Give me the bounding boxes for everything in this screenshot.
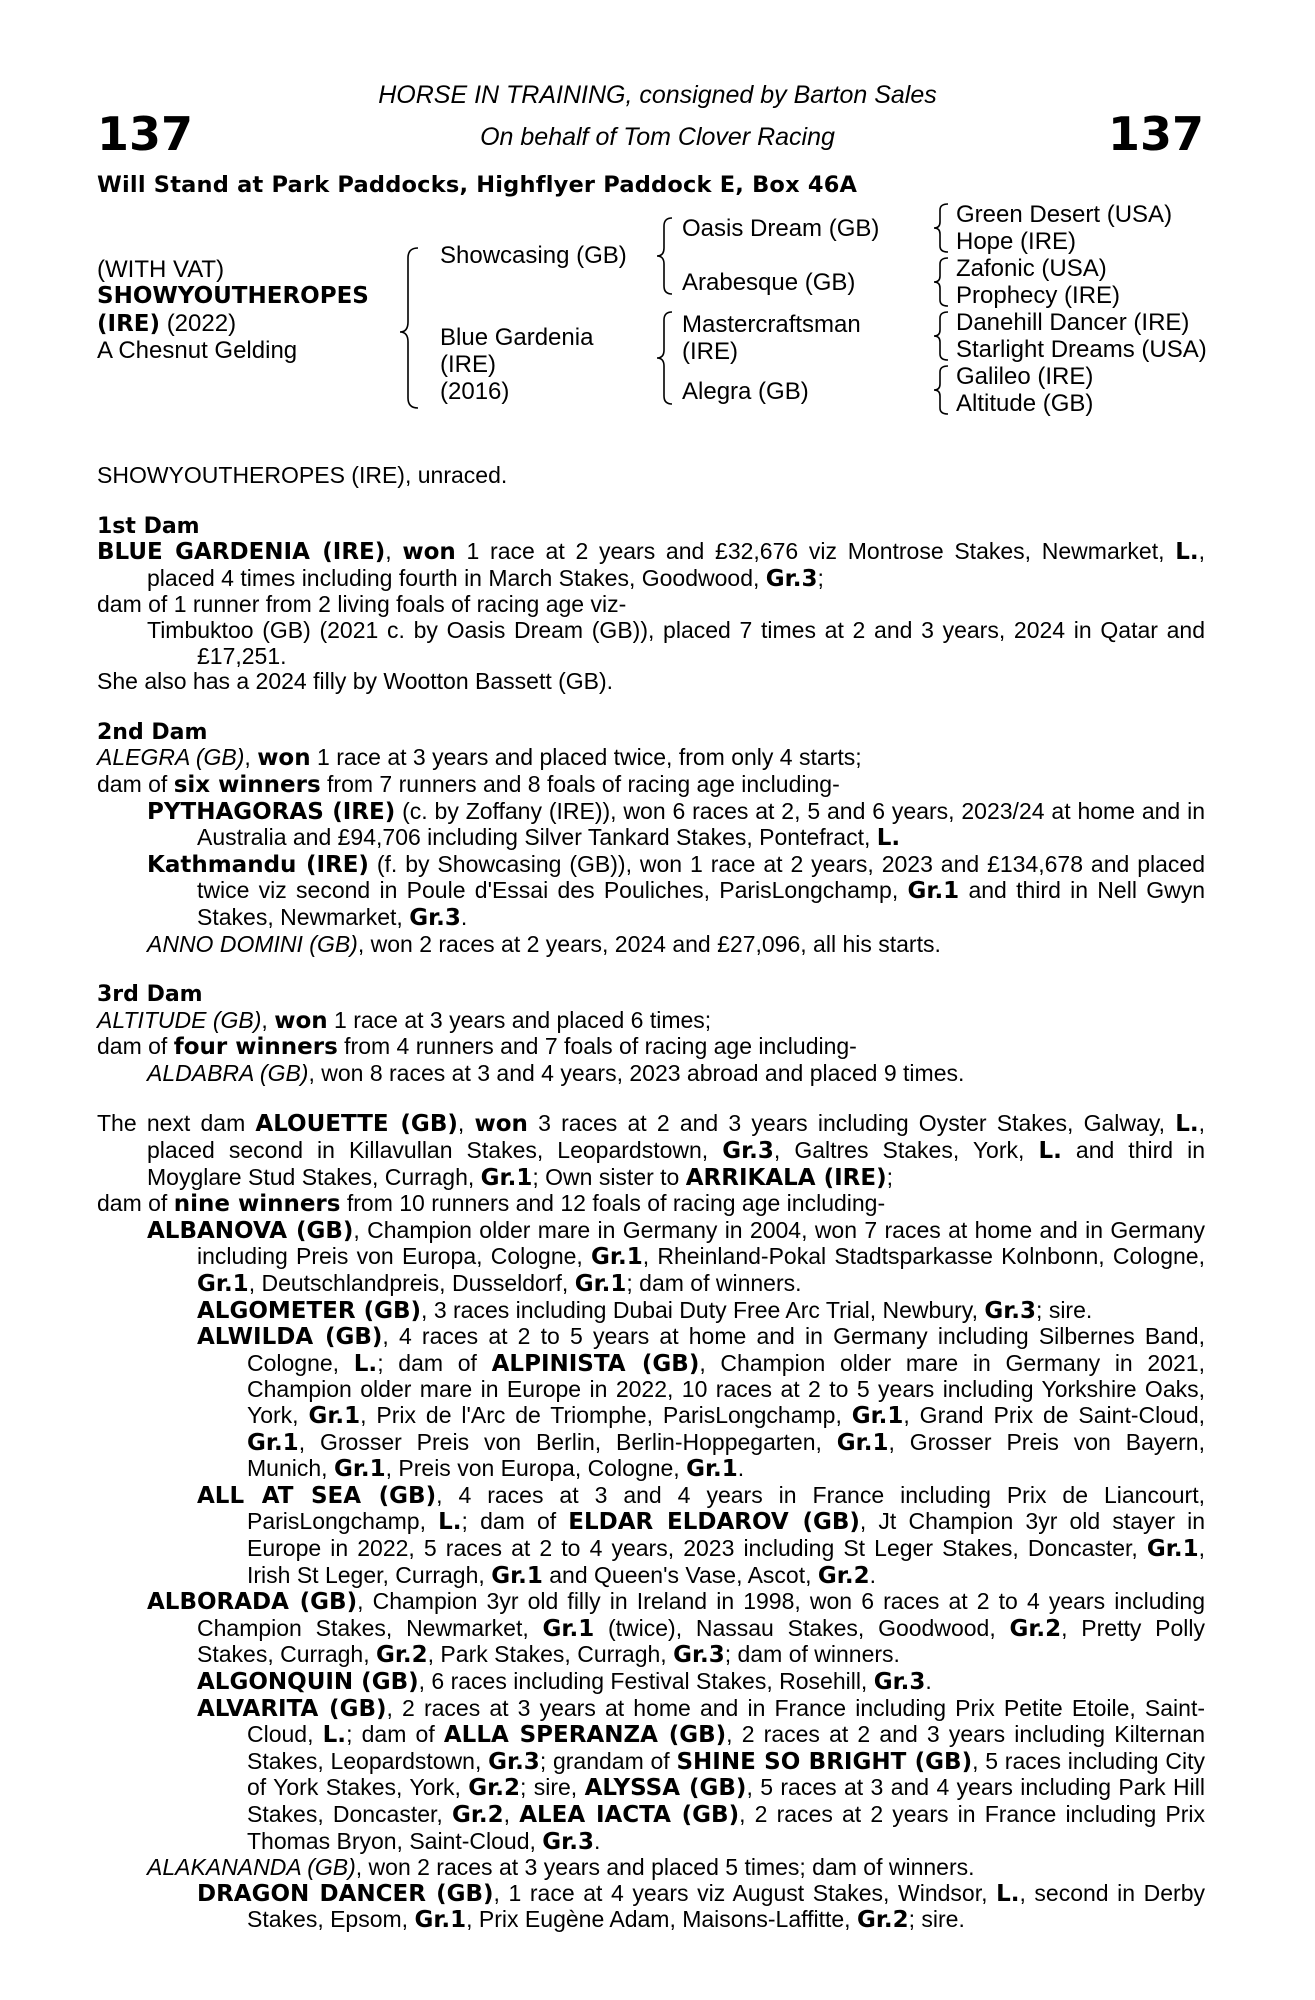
produce-all-at-sea: ALL AT SEA (GB), 4 races at 3 and 4 years in France including Prix de Liancourt, ParisLongchamp, L.; dam of ELDAR ELDAROV (GB), Jt Champion 3yr old stayer in Europe in 2022, 5 races at 2 to 4 years, 2023 including St Leger Stakes, Doncaster, Gr.1, Irish St Leger, Curragh, Gr.1 and Queen's Vase, Ascot, Gr.2.: [197, 1481, 1206, 1589]
dam2-produce-anno-domini: ANNO DOMINI (GB), won 2 races at 2 years, 2024 and £27,096, all his starts.: [147, 930, 941, 957]
horse-name: SHOWYOUTHEROPES: [97, 283, 369, 309]
pedigree-g7: Galileo (IRE): [956, 363, 1094, 390]
stand-location: Will Stand at Park Paddocks, Highflyer Paddock E, Box 46A: [97, 172, 858, 198]
pedigree-g1: Green Desert (USA): [956, 201, 1173, 228]
produce-alwilda: ALWILDA (GB), 4 races at 2 to 5 years at home and in Germany including Silbernes Band, Cologne, L.; dam of ALPINISTA (GB), Champion older mare in Germany in 2021, Champion older mare in Europe in 2022, 10 races at 2 to 5 years including Yorkshire Oaks, York, Gr.1, Prix de l'Arc de Triomphe, ParisLongchamp, Gr.1, Grand Prix de Saint-Cloud, Gr.1, Grosser Preis von Berlin, Berlin-Hoppegarten, Gr.1, Grosser Preis von Bayern, Munich, Gr.1, Preis von Europa, Cologne, Gr.1.: [197, 1323, 1205, 1483]
dam1-also: She also has a 2024 filly by Wootton Bassett (GB).: [97, 668, 614, 695]
pedigree-sire-dam: Arabesque (GB): [682, 269, 856, 296]
race-summary: SHOWYOUTHEROPES (IRE), unraced.: [97, 462, 508, 488]
horse-description: A Chesnut Gelding: [97, 337, 298, 364]
pedigree-dam-line2: (IRE): [440, 351, 496, 378]
vat-note: (WITH VAT): [97, 256, 225, 283]
pedigree-dam-line3: (2016): [440, 378, 510, 405]
horse-origin: (IRE): [97, 311, 161, 337]
pedigree-g6: Starlight Dreams (USA): [956, 336, 1207, 363]
produce-alborada: ALBORADA (GB), Champion 3yr old filly in Ireland in 1998, won 6 races at 2 to 4 years including Champion Stakes, Newmarket, Gr.1 (twice), Nassau Stakes, Goodwood, Gr.2, Pretty Polly Stakes, Curragh, Gr.2, Park Stakes, Curragh, Gr.3; dam of winners.: [147, 1588, 1205, 1669]
brace-g4: [934, 366, 948, 414]
next-dam-produce-intro: dam of nine winners from 10 runners and 12 foals of racing age including-: [97, 1190, 886, 1218]
produce-algometer: ALGOMETER (GB), 3 races including Dubai Duty Free Arc Trial, Newbury, Gr.3; sire.: [197, 1296, 1093, 1324]
horse-year: (2022): [166, 310, 237, 337]
lot-number-right: 137: [1107, 107, 1204, 161]
pedigree-dam-dam: Alegra (GB): [682, 378, 809, 405]
brace-g2: [934, 258, 948, 306]
lot-number-left: 137: [97, 107, 194, 161]
pedigree-g2: Hope (IRE): [956, 228, 1077, 255]
dam2-produce-pythagoras: PYTHAGORAS (IRE) (c. by Zoffany (IRE)), won 6 races at 2, 5 and 6 years, 2023/24 at home and in Australia and £94,706 including Silver Tankard Stakes, Pontefract, L.: [147, 797, 1205, 852]
dam1-produce-intro: dam of 1 runner from 2 living foals of racing age viz-: [97, 591, 627, 618]
dam3-record: ALTITUDE (GB), won 1 race at 3 years and placed 6 times;: [97, 1006, 712, 1034]
produce-albanova: ALBANOVA (GB), Champion older mare in Germany in 2004, won 7 races at home and in Germany including Preis von Europa, Cologne, Gr.1, Rheinland-Pokal Stadtsparkasse Kolnbonn, Cologne, Gr.1, Deutschlandpreis, Dusseldorf, Gr.1; dam of winners.: [147, 1216, 1205, 1298]
catalogue-body: [97, 463, 1205, 1934]
pedigree-g8: Altitude (GB): [956, 390, 1094, 417]
dam2-record: ALEGRA (GB), won 1 race at 3 years and placed twice, from only 4 starts;: [97, 744, 862, 772]
dam1-produce-timbuktoo: Timbuktoo (GB) (2021 c. by Oasis Dream (GB)), placed 7 times at 2 and 3 years, 2024 in Qatar and £17,251.: [147, 616, 1205, 669]
pedigree-dam-sire-line2: (IRE): [682, 338, 738, 365]
pedigree-g5: Danehill Dancer (IRE): [956, 309, 1190, 336]
pedigree-dam-line1: Blue Gardenia: [440, 324, 594, 351]
produce-alakananda: ALAKANANDA (GB), won 2 races at 3 years and placed 5 times; dam of winners.: [147, 1854, 975, 1881]
consignment-subtitle: On behalf of Tom Clover Racing: [480, 123, 835, 151]
dam3-produce-aldabra: ALDABRA (GB), won 8 races at 3 and 4 years, 2023 abroad and placed 9 times.: [147, 1059, 965, 1086]
dam2-produce-kathmandu: Kathmandu (IRE) (f. by Showcasing (GB)), won 1 race at 2 years, 2023 and £134,678 and placed twice viz second in Poule d'Essai des Pouliches, ParisLongchamp, Gr.1 and third in Nell Gwyn Stakes, Newmarket, Gr.3.: [147, 850, 1206, 931]
pedigree-g3: Zafonic (USA): [956, 255, 1107, 282]
produce-algonquin: ALGONQUIN (GB), 6 races including Festival Stakes, Rosehill, Gr.3.: [197, 1667, 932, 1695]
brace-g1: [934, 204, 948, 252]
pedigree-g4: Prophecy (IRE): [956, 282, 1121, 309]
brace-dam: [657, 312, 672, 404]
dam2-produce-intro: dam of six winners from 7 runners and 8 foals of racing age including-: [97, 770, 840, 798]
pedigree-dam-sire-line1: Mastercraftsman: [682, 311, 861, 338]
produce-alvarita: ALVARITA (GB), 2 races at 3 years at home and in France including Prix Petite Etoile, Saint-Cloud, L.; dam of ALLA SPERANZA (GB), 2 races at 2 and 3 years including Kilternan Stakes, Leopardstown, Gr.3; grandam of SHINE SO BRIGHT (GB), 5 races including City of York Stakes, York, Gr.2; sire, ALYSSA (GB), 5 races at 3 and 4 years including Park Hill Stakes, Doncaster, Gr.2, ALEA IACTA (GB), 2 races at 2 years in France including Prix Thomas Bryon, Saint-Cloud, Gr.3.: [197, 1694, 1206, 1855]
dam3-produce-intro: dam of four winners from 4 runners and 7 foals of racing age including-: [97, 1033, 857, 1061]
section-2nd-dam: 2nd Dam: [97, 719, 208, 745]
next-dam-record: The next dam ALOUETTE (GB), won 3 races at 2 and 3 years including Oyster Stakes, Galway, L., placed second in Killavullan Stakes, Leopardstown, Gr.3, Galtres Stakes, York, L. and third in Moyglare Stud Stakes, Curragh, Gr.1; Own sister to ARRIKALA (IRE);: [97, 1110, 1205, 1191]
pedigree-sire: Showcasing (GB): [440, 242, 627, 269]
section-3rd-dam: 3rd Dam: [97, 982, 203, 1008]
brace-sire: [657, 218, 672, 294]
brace-sire-dam: [400, 248, 418, 408]
produce-dragon-dancer: DRAGON DANCER (GB), 1 race at 4 years viz August Stakes, Windsor, L., second in Derby Stakes, Epsom, Gr.1, Prix Eugène Adam, Maisons-Laffitte, Gr.2; sire.: [197, 1879, 1206, 1934]
section-1st-dam: 1st Dam: [97, 513, 200, 539]
consignment-title: HORSE IN TRAINING, consigned by Barton Sales: [378, 81, 937, 109]
pedigree-sire-sire: Oasis Dream (GB): [682, 215, 880, 242]
brace-g3: [934, 312, 948, 360]
dam1-record: BLUE GARDENIA (IRE), won 1 race at 2 years and £32,676 viz Montrose Stakes, Newmarket, L., placed 4 times including fourth in March Stakes, Goodwood, Gr.3;: [97, 538, 1205, 592]
